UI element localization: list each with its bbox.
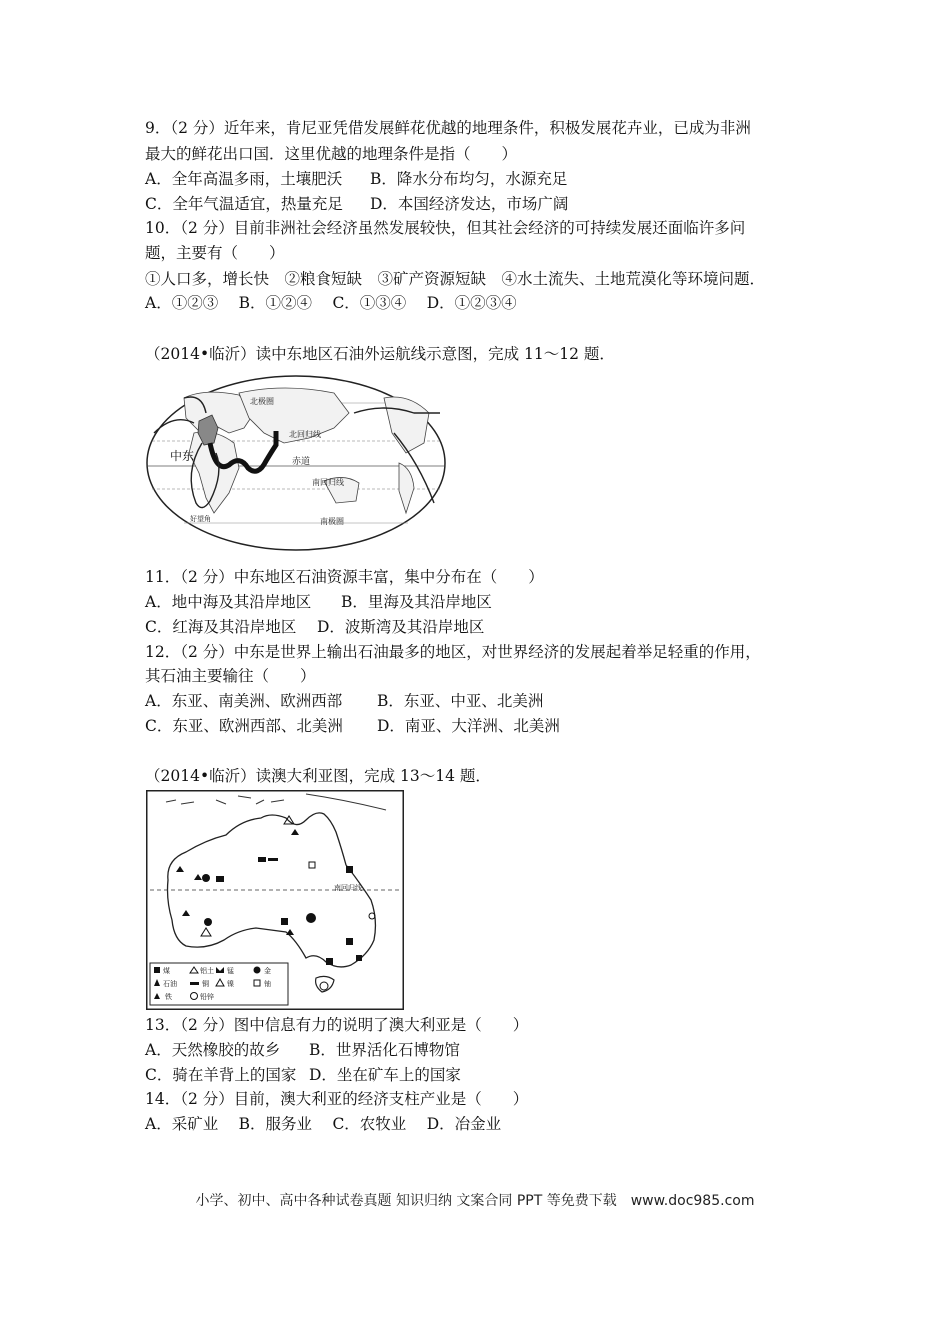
q12-option-b: B．东亚、中亚、北美洲 (377, 692, 544, 710)
world-oil-route-map (144, 373, 449, 553)
q12-stem-line2: 其石油主要输往（ ） (145, 667, 316, 685)
q13-option-d: D．坐在矿车上的国家 (309, 1066, 461, 1084)
q13-option-a: A．天然橡胶的故乡 (145, 1041, 281, 1059)
map-label-cape-of-good-hope: 好望角 (190, 515, 211, 523)
legend-coal: 煤 (163, 967, 170, 975)
legend-lead-zinc: 铅锌 (200, 993, 214, 1001)
q13-option-c: C．骑在羊背上的国家 (145, 1066, 297, 1084)
q14-stem: 14．（2 分）目前，澳大利亚的经济支柱产业是（ ） (145, 1090, 529, 1108)
map-label-north-polar-circle: 北极圈 (250, 397, 274, 406)
australia-mineral-map (146, 790, 404, 1010)
q12-option-d: D．南亚、大洋洲、北美洲 (377, 717, 560, 735)
q9-option-a: A．全年高温多雨，土壤肥沃 (145, 170, 343, 188)
q9-option-b: B．降水分布均匀，水源充足 (370, 170, 568, 188)
q11-option-a: A．地中海及其沿岸地区 (145, 593, 312, 611)
q11-option-c: C．红海及其沿岸地区 (145, 618, 297, 636)
q10-items: ①人口多，增长快 ②粮食短缺 ③矿产资源短缺 ④水土流失、土地荒漠化等环境问题． (145, 270, 766, 288)
map-label-south-polar-circle: 南极圈 (320, 517, 344, 526)
q13-option-b: B．世界活化石博物馆 (309, 1041, 460, 1059)
legend-iron: 铁 (165, 993, 172, 1001)
q11-options-row1 (145, 592, 492, 612)
q12-option-a: A．东亚、南美洲、欧洲西部 (145, 692, 343, 710)
q10-stem-line1: 10．（2 分）目前非洲社会经济虽然发展较快，但其社会经济的可持续发展还面临许多问 (145, 219, 746, 237)
q9-options-row1 (145, 169, 567, 189)
q10-options: A．①②③ B．①②④ C．①③④ D．①②③④ (145, 294, 517, 312)
q12-stem-line1: 12．（2 分）中东是世界上输出石油最多的地区，对世界经济的发展起着举足轻重的作用， (145, 643, 761, 661)
q10-stem-line2: 题，主要有（ ） (145, 244, 285, 262)
q14-options: A．采矿业 B．服务业 C．农牧业 D．冶金业 (145, 1115, 502, 1133)
q9-option-d: D．本国经济发达，市场广阔 (370, 195, 569, 213)
q9-options-row2 (145, 194, 568, 214)
legend-manganese: 锰 (227, 967, 234, 975)
legend-uranium: 铀 (264, 980, 271, 988)
map-label-middle-east: 中东 (170, 449, 195, 463)
legend-oil: 石油 (163, 980, 177, 988)
map-label-tropic-of-capricorn: 南回归线 (312, 478, 344, 487)
q13-stem: 13．（2 分）图中信息有力的说明了澳大利亚是（ ） (145, 1016, 529, 1034)
q9-stem-line2: 最大的鲜花出口国．这里优越的地理条件是指（ ） (145, 145, 518, 163)
legend-bauxite: 铝土 (200, 967, 214, 975)
q11-stem: 11．（2 分）中东地区石油资源丰富，集中分布在（ ） (145, 568, 544, 586)
q9-stem-line1: 9．（2 分）近年来，肯尼亚凭借发展鲜花优越的地理条件，积极发展花卉业，已成为非洲 (145, 119, 751, 137)
q12-options-row2 (145, 716, 560, 736)
map-label-tropic-of-capricorn-au: 南回归线 (334, 884, 362, 892)
q13-options-row1 (145, 1040, 460, 1060)
q12-option-c: C．东亚、欧洲西部、北美洲 (145, 717, 343, 735)
q13-options-row2 (145, 1065, 461, 1085)
q9-option-c: C．全年气温适宜，热量充足 (145, 195, 343, 213)
intro-13-14: （2014•临沂）读澳大利亚图，完成 13～14 题． (145, 767, 491, 785)
map-label-tropic-of-cancer: 北回归线 (289, 430, 321, 439)
q12-options-row1 (145, 691, 543, 711)
q11-option-b: B．里海及其沿岸地区 (341, 593, 492, 611)
intro-11-12: （2014•临沂）读中东地区石油外运航线示意图，完成 11～12 题． (145, 345, 615, 363)
q11-option-d: D．波斯湾及其沿岸地区 (317, 618, 485, 636)
legend-gold: 金 (264, 967, 271, 975)
q11-options-row2 (145, 617, 484, 637)
page-footer: 小学、初中、高中各种试卷真题 知识归纳 文案合同 PPT 等免费下载 www.doc985.com (195, 1193, 755, 1209)
legend-copper: 铜 (202, 980, 209, 988)
legend-nickel: 镍 (227, 980, 234, 988)
map-label-equator: 赤道 (292, 457, 311, 467)
